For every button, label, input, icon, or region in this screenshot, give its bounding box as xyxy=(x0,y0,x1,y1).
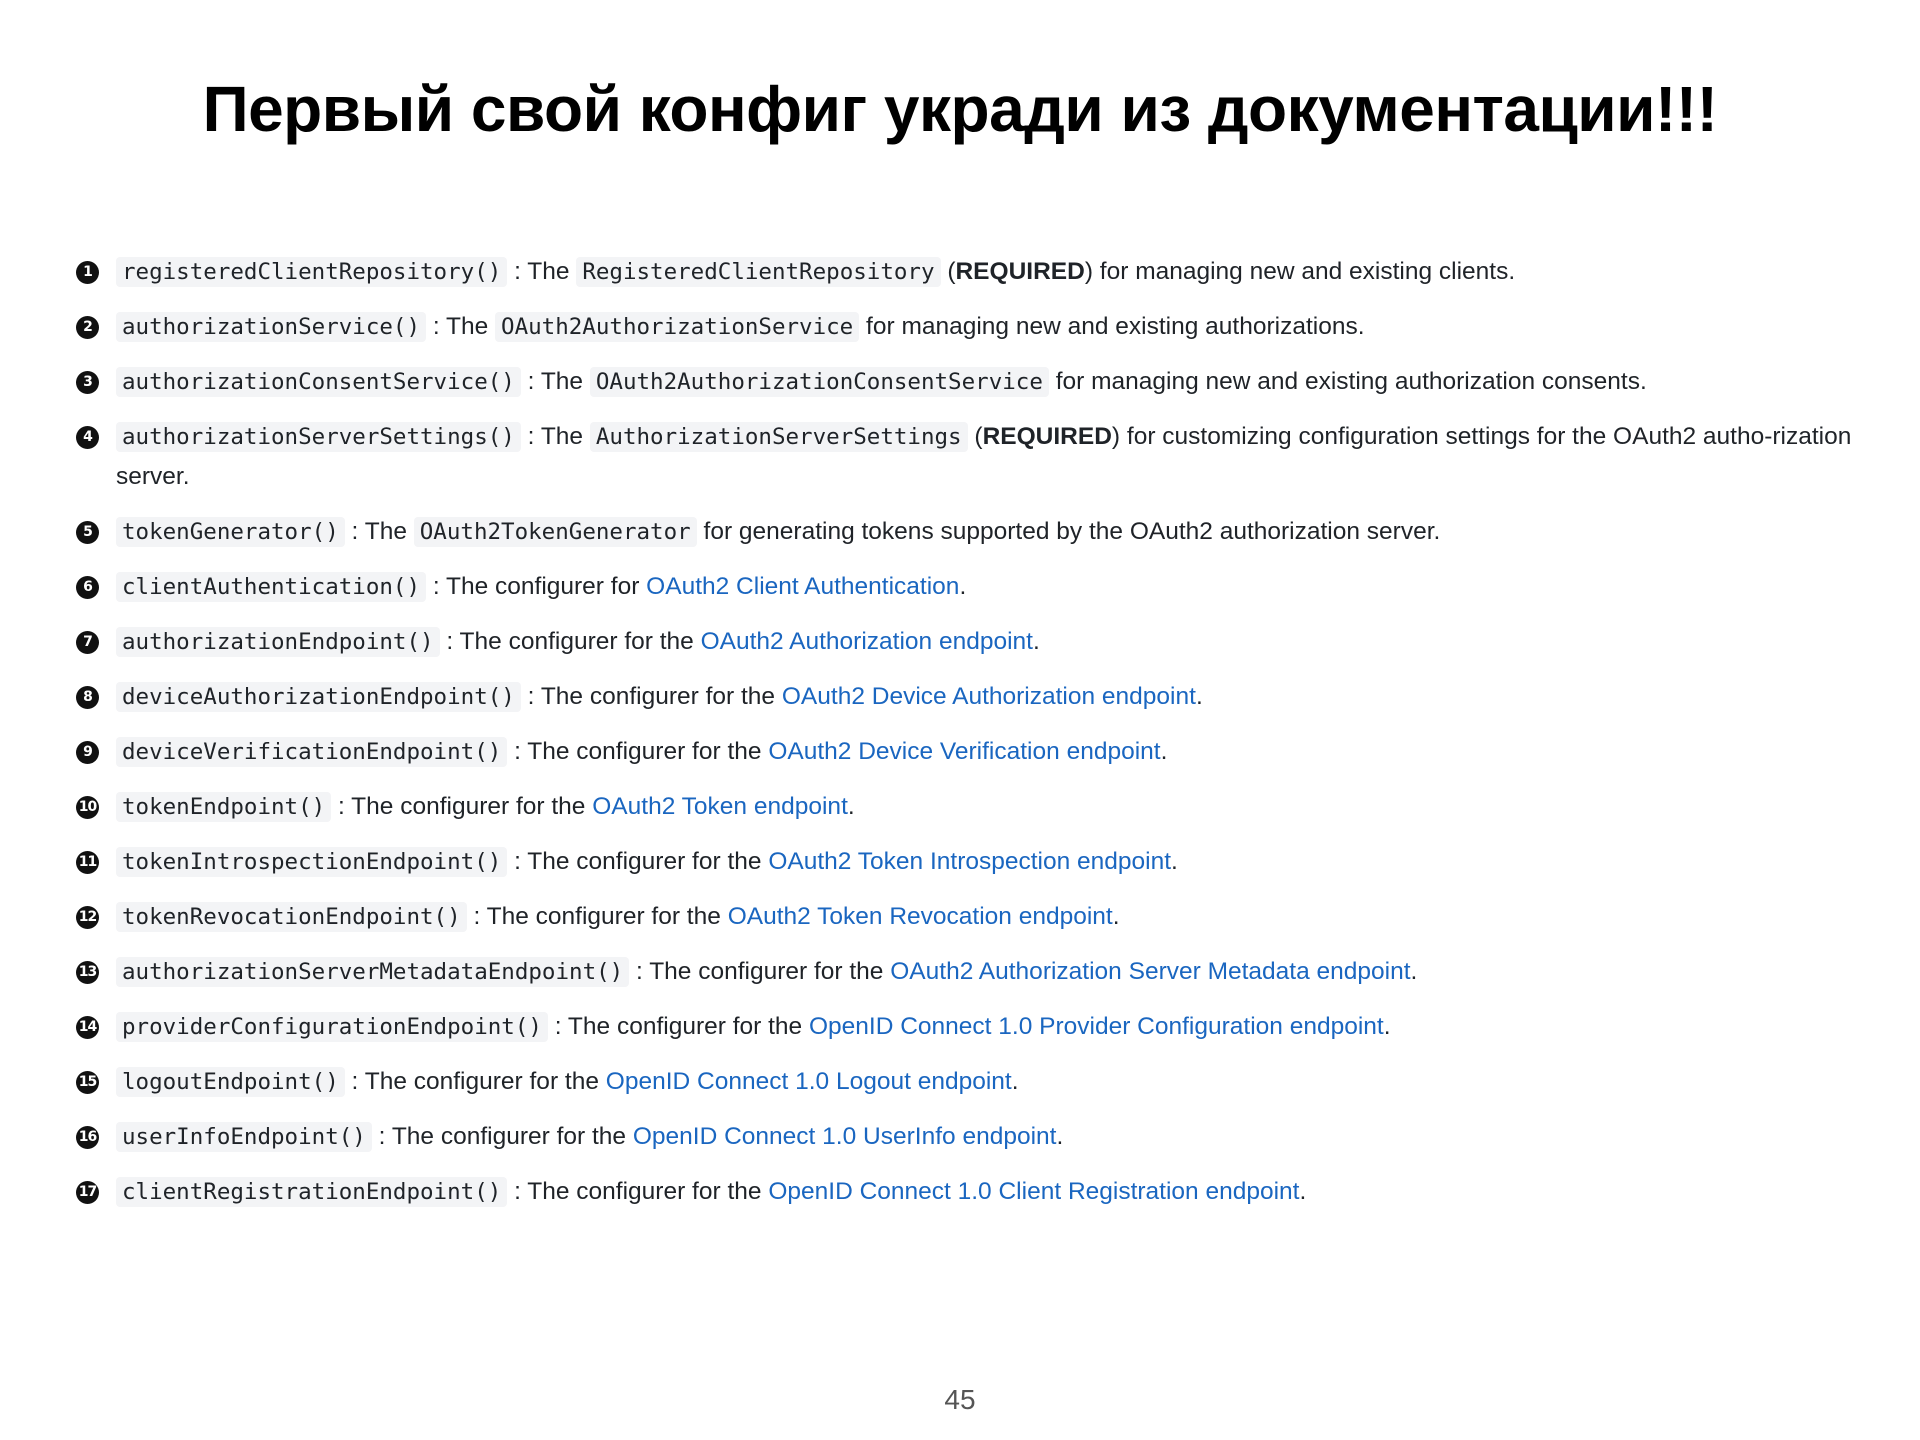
item-number-badge: 5 xyxy=(76,521,99,544)
doc-link-client-registration-endpoint[interactable]: OpenID Connect 1.0 Client Registration endpoint xyxy=(768,1178,1300,1205)
item-text: : The configurer for the xyxy=(520,683,782,710)
method-code: deviceAuthorizationEndpoint() xyxy=(116,682,521,712)
method-code: authorizationServerSettings() xyxy=(116,422,521,452)
item-number-badge: 1 xyxy=(76,261,99,284)
item-number-badge: 9 xyxy=(76,741,99,764)
item-number-badge: 12 xyxy=(76,906,99,929)
config-method-list xyxy=(76,252,1876,1227)
item-text: : The configurer for xyxy=(426,573,647,600)
type-code: RegisteredClientRepository xyxy=(576,257,940,287)
item-number-badge: 13 xyxy=(76,961,99,984)
item-text: . xyxy=(1195,683,1203,710)
item-text: . xyxy=(1011,1068,1019,1095)
item-number-badge: 10 xyxy=(76,796,99,819)
item-text: : The configurer for the xyxy=(466,903,728,930)
doc-link-device-authorization-endpoint[interactable]: OAuth2 Device Authorization endpoint xyxy=(781,683,1196,710)
method-code: clientAuthentication() xyxy=(116,572,426,602)
item-text: . xyxy=(1112,903,1120,930)
method-code: authorizationEndpoint() xyxy=(116,627,440,657)
item-number-badge: 14 xyxy=(76,1016,99,1039)
item-text: for managing new and existing clients. xyxy=(1092,258,1516,285)
list-item xyxy=(76,732,1876,787)
list-item xyxy=(76,622,1876,677)
type-code: OAuth2TokenGenerator xyxy=(414,517,697,547)
list-item xyxy=(76,1172,1876,1227)
method-code: authorizationService() xyxy=(116,312,426,342)
required-label: REQUIRED xyxy=(955,258,1085,285)
method-code: tokenIntrospectionEndpoint() xyxy=(116,847,507,877)
doc-link-authorization-endpoint[interactable]: OAuth2 Authorization endpoint xyxy=(700,628,1033,655)
item-number-badge: 3 xyxy=(76,371,99,394)
item-text: : The xyxy=(520,368,590,395)
method-code: providerConfigurationEndpoint() xyxy=(116,1012,548,1042)
item-number-badge: 2 xyxy=(76,316,99,339)
doc-link-client-authentication[interactable]: OAuth2 Client Authentication xyxy=(646,573,960,600)
item-text: : The configurer for the xyxy=(331,793,593,820)
item-number-badge: 17 xyxy=(76,1181,99,1204)
item-text: for customizing configuration settings for the OAuth2 autho-rization server. xyxy=(116,423,1852,490)
item-number-badge: 6 xyxy=(76,576,99,599)
type-code: OAuth2AuthorizationService xyxy=(495,312,859,342)
doc-link-logout-endpoint[interactable]: OpenID Connect 1.0 Logout endpoint xyxy=(605,1068,1012,1095)
list-item xyxy=(76,362,1876,417)
item-text: ( xyxy=(967,423,983,450)
doc-link-token-revocation-endpoint[interactable]: OAuth2 Token Revocation endpoint xyxy=(727,903,1113,930)
doc-link-device-verification-endpoint[interactable]: OAuth2 Device Verification endpoint xyxy=(768,738,1161,765)
method-code: tokenEndpoint() xyxy=(116,792,331,822)
list-item xyxy=(76,252,1876,307)
list-item xyxy=(76,952,1876,1007)
item-text: : The xyxy=(520,423,590,450)
list-item xyxy=(76,567,1876,622)
required-label: REQUIRED xyxy=(982,423,1112,450)
type-code: AuthorizationServerSettings xyxy=(590,422,968,452)
list-item xyxy=(76,1117,1876,1172)
item-text: : The xyxy=(507,258,577,285)
item-text: . xyxy=(1056,1123,1064,1150)
item-text: ) xyxy=(1111,423,1121,450)
list-item xyxy=(76,787,1876,842)
list-item xyxy=(76,1007,1876,1062)
slide-title: Первый свой конфиг укради из документации!!! xyxy=(202,73,1718,145)
method-code: registeredClientRepository() xyxy=(116,257,507,287)
item-text: . xyxy=(847,793,855,820)
item-text: . xyxy=(1299,1178,1307,1205)
item-text: . xyxy=(1160,738,1168,765)
type-code: OAuth2AuthorizationConsentService xyxy=(590,367,1049,397)
item-number-badge: 11 xyxy=(76,851,99,874)
list-item xyxy=(76,677,1876,732)
item-text: : The configurer for the xyxy=(507,738,769,765)
doc-link-authorization-server-metadata-endpoint[interactable]: OAuth2 Authorization Server Metadata endpoint xyxy=(890,958,1411,985)
doc-link-token-introspection-endpoint[interactable]: OAuth2 Token Introspection endpoint xyxy=(768,848,1172,875)
method-code: authorizationConsentService() xyxy=(116,367,521,397)
method-code: tokenRevocationEndpoint() xyxy=(116,902,467,932)
item-text: : The xyxy=(426,313,496,340)
method-code: logoutEndpoint() xyxy=(116,1067,345,1097)
item-number-badge: 8 xyxy=(76,686,99,709)
item-text: . xyxy=(1383,1013,1391,1040)
item-text: : The configurer for the xyxy=(507,848,769,875)
item-number-badge: 7 xyxy=(76,631,99,654)
item-text: . xyxy=(959,573,967,600)
method-code: authorizationServerMetadataEndpoint() xyxy=(116,957,629,987)
item-text: . xyxy=(1410,958,1418,985)
doc-link-token-endpoint[interactable]: OAuth2 Token endpoint xyxy=(592,793,848,820)
item-text: : The configurer for the xyxy=(507,1178,769,1205)
list-item xyxy=(76,417,1876,512)
item-number-badge: 15 xyxy=(76,1071,99,1094)
list-item xyxy=(76,512,1876,567)
item-text: : The configurer for the xyxy=(371,1123,633,1150)
item-number-badge: 4 xyxy=(76,426,99,449)
item-text: ( xyxy=(940,258,956,285)
method-code: clientRegistrationEndpoint() xyxy=(116,1177,507,1207)
doc-link-provider-configuration-endpoint[interactable]: OpenID Connect 1.0 Provider Configuration endpoint xyxy=(808,1013,1384,1040)
item-text: for managing new and existing authorizations. xyxy=(859,313,1365,340)
page-number: 45 xyxy=(944,1384,976,1415)
item-text: : The configurer for the xyxy=(439,628,701,655)
list-item xyxy=(76,897,1876,952)
list-item xyxy=(76,1062,1876,1117)
method-code: userInfoEndpoint() xyxy=(116,1122,372,1152)
item-number-badge: 16 xyxy=(76,1126,99,1149)
item-text: ) xyxy=(1084,258,1093,285)
list-item xyxy=(76,307,1876,362)
doc-link-userinfo-endpoint[interactable]: OpenID Connect 1.0 UserInfo endpoint xyxy=(632,1123,1057,1150)
item-text: : The xyxy=(344,518,414,545)
method-code: tokenGenerator() xyxy=(116,517,345,547)
item-text: . xyxy=(1171,848,1178,875)
item-text: for managing new and existing authorization consents. xyxy=(1048,368,1647,395)
method-code: deviceVerificationEndpoint() xyxy=(116,737,507,767)
item-text: for generating tokens supported by the OAuth2 authorization server. xyxy=(696,518,1441,545)
item-text: : The configurer for the xyxy=(547,1013,809,1040)
list-item xyxy=(76,842,1876,897)
item-text: : The configurer for the xyxy=(344,1068,606,1095)
item-text: : The configurer for the xyxy=(629,958,891,985)
item-text: . xyxy=(1032,628,1040,655)
